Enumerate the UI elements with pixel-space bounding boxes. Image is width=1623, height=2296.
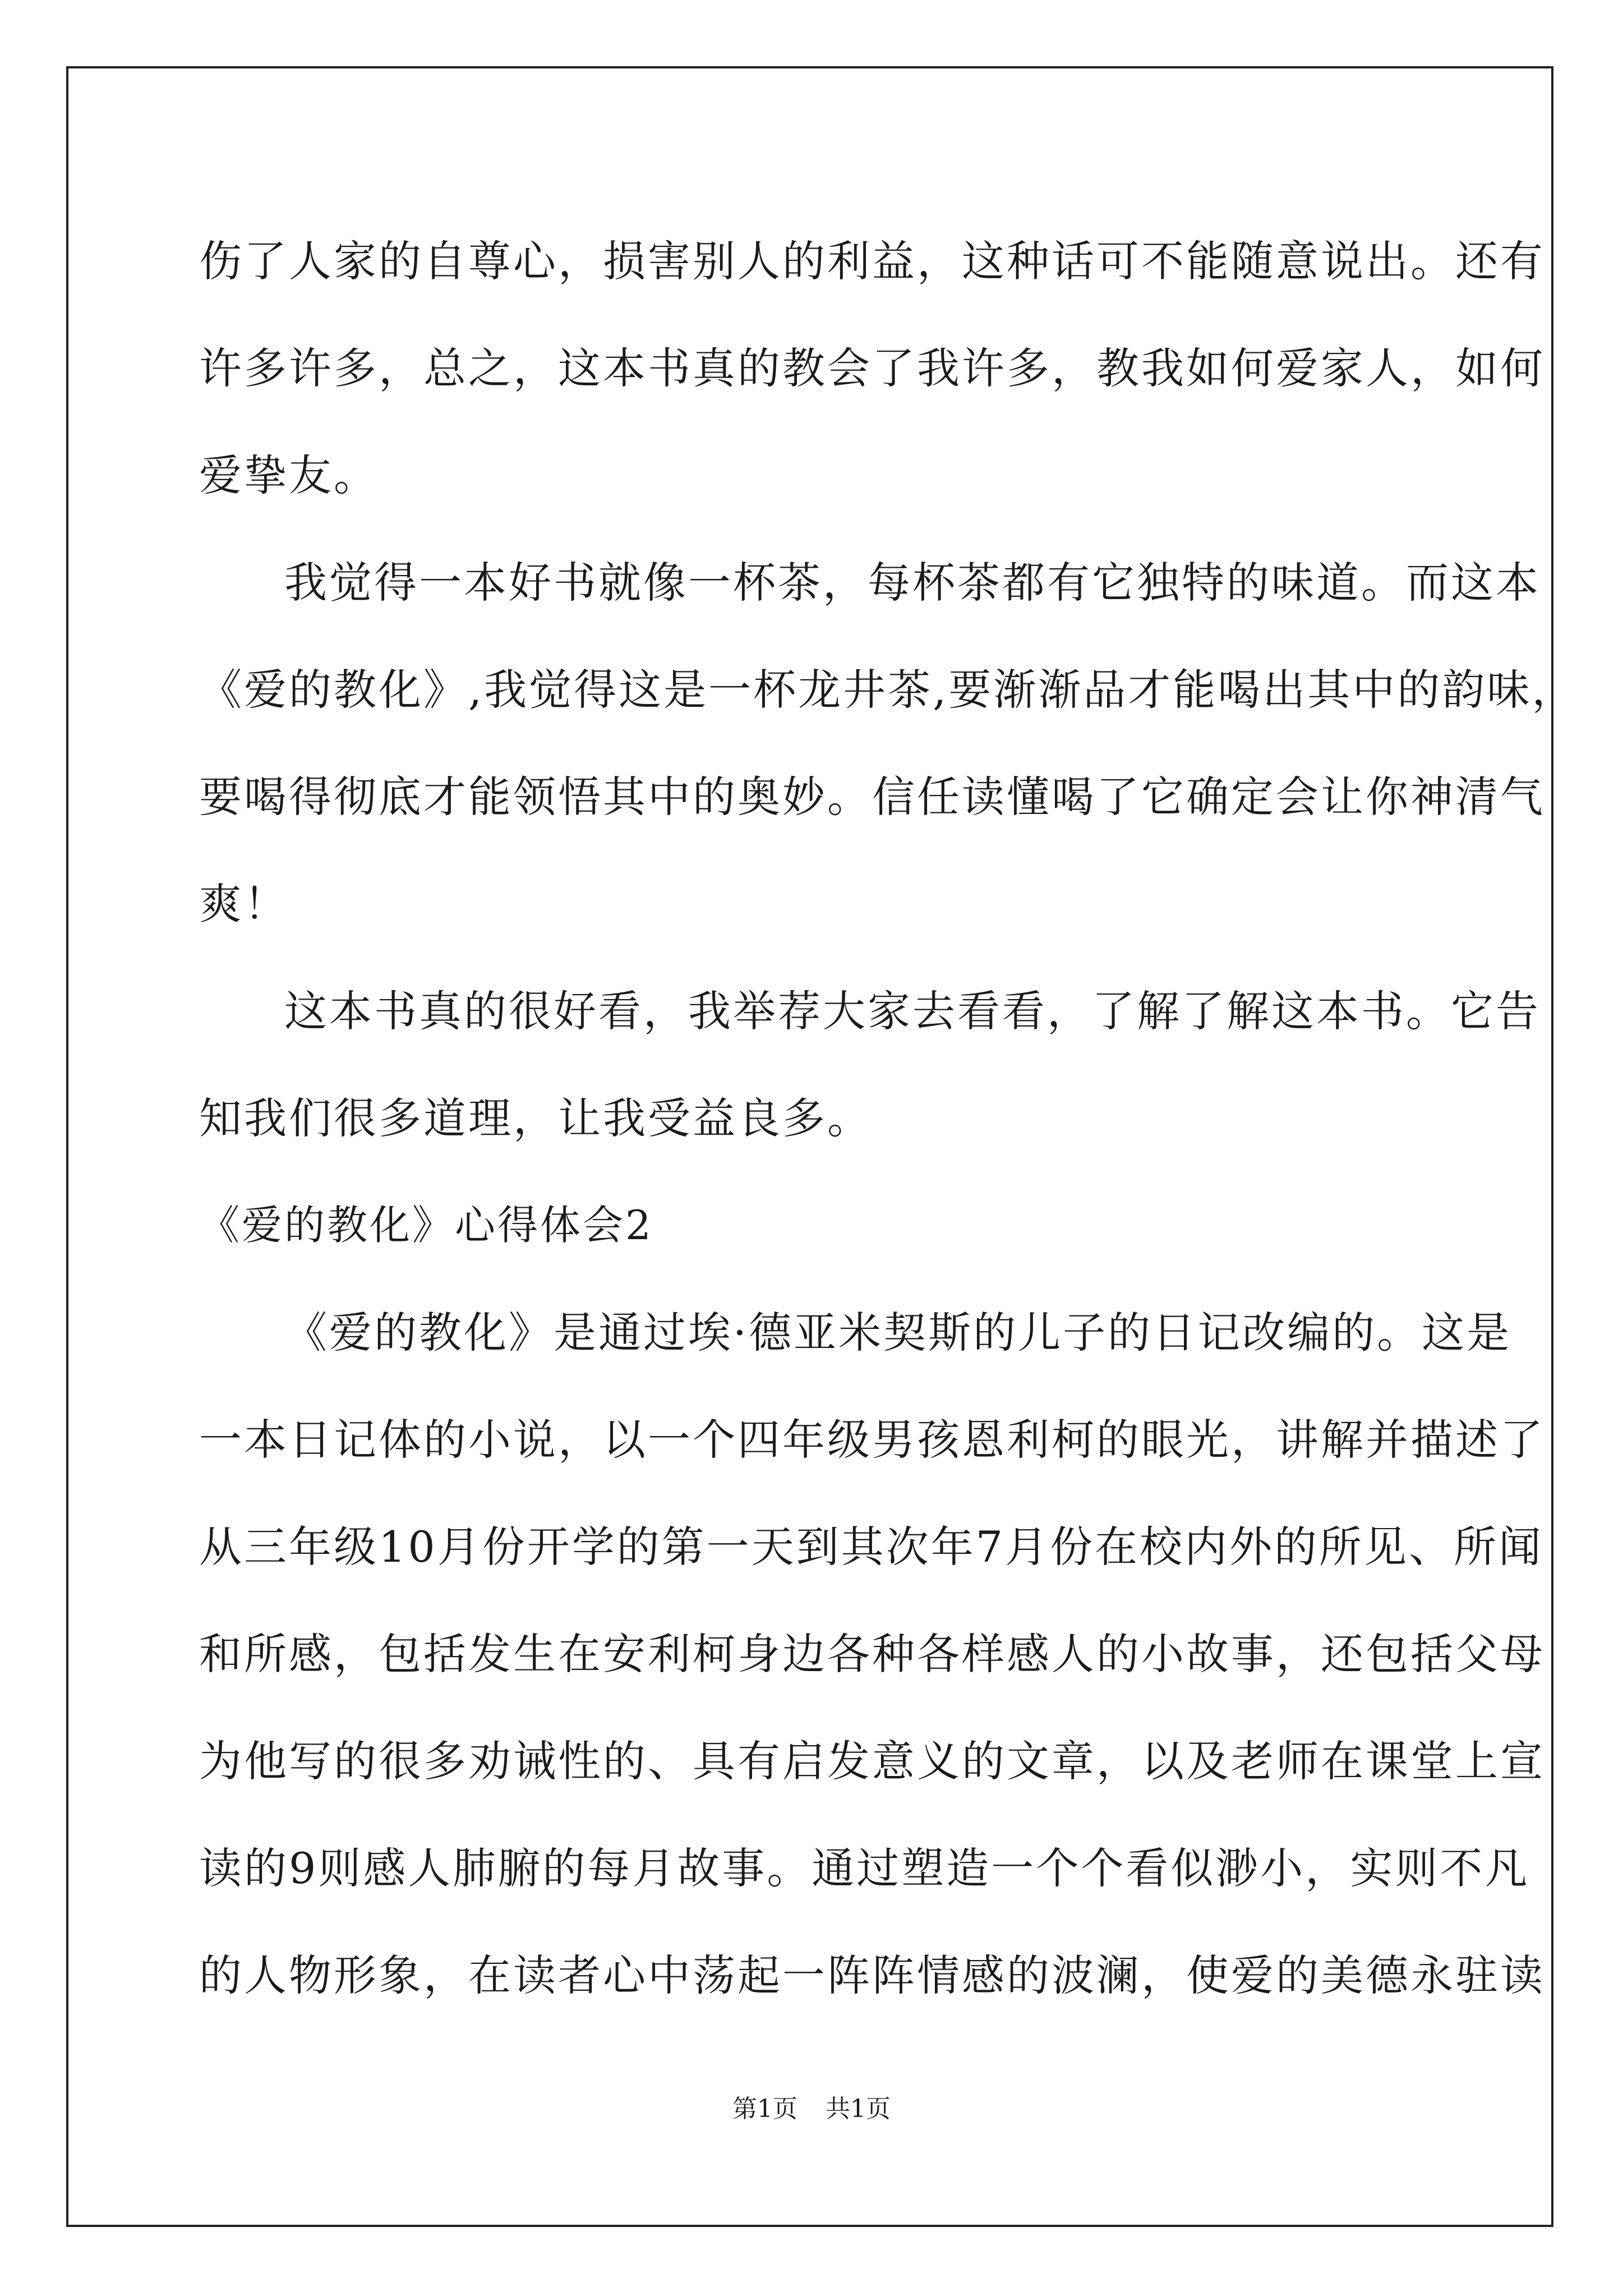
page-number: 第1页 [732, 2095, 797, 2123]
page-footer [0, 2092, 1623, 2126]
section-heading: 《爱的教化》心得体会2 [199, 1202, 653, 1249]
page-total: 共1页 [826, 2095, 891, 2123]
text-line: 伤了人家的自尊心，损害别人的利益，这种话可不能随意说出。还有 [199, 236, 1545, 286]
document-body [199, 208, 1577, 2029]
text-line: 的人物形象，在读者心中荡起一阵阵情感的波澜，使爱的美德永驻读 [199, 1950, 1545, 2000]
text-line: 要喝得彻底才能领悟其中的奥妙。信任读懂喝了它确定会让你神清气 [199, 772, 1545, 822]
text-line: 和所感，包括发生在安利柯身边各种各样感人的小故事，还包括父母 [199, 1629, 1545, 1679]
text-line: 爱挚友。 [199, 450, 379, 500]
text-line: 爽！ [199, 879, 289, 929]
text-line: 读的9则感人肺腑的每月故事。通过塑造一个个看似渺小，实则不凡 [199, 1843, 1530, 1893]
text-line: 知我们很多道理，让我受益良多。 [199, 1093, 872, 1143]
text-line: 我觉得一本好书就像一杯茶，每杯茶都有它独特的味道。而这本 [284, 558, 1541, 608]
text-line: 一本日记体的小说，以一个四年级男孩恩利柯的眼光，讲解并描述了 [199, 1415, 1545, 1465]
text-line: 《爱的教化》是通过埃·德亚米契斯的儿子的日记改编的。这是 [284, 1308, 1512, 1358]
text-line: 《爱的教化》,我觉得这是一杯龙井茶,要渐渐品才能喝出其中的韵味， [199, 665, 1577, 715]
text-line: 这本书真的很好看，我举荐大家去看看，了解了解这本书。它告 [284, 986, 1541, 1036]
text-line: 许多许多，总之，这本书真的教会了我许多，教我如何爱家人，如何 [199, 343, 1545, 393]
text-line: 从三年级10月份开学的第一天到其次年7月份在校内外的所见、所闻 [199, 1522, 1544, 1572]
text-line: 为他写的很多劝诫性的、具有启发意义的文章，以及老师在课堂上宣 [199, 1736, 1545, 1786]
